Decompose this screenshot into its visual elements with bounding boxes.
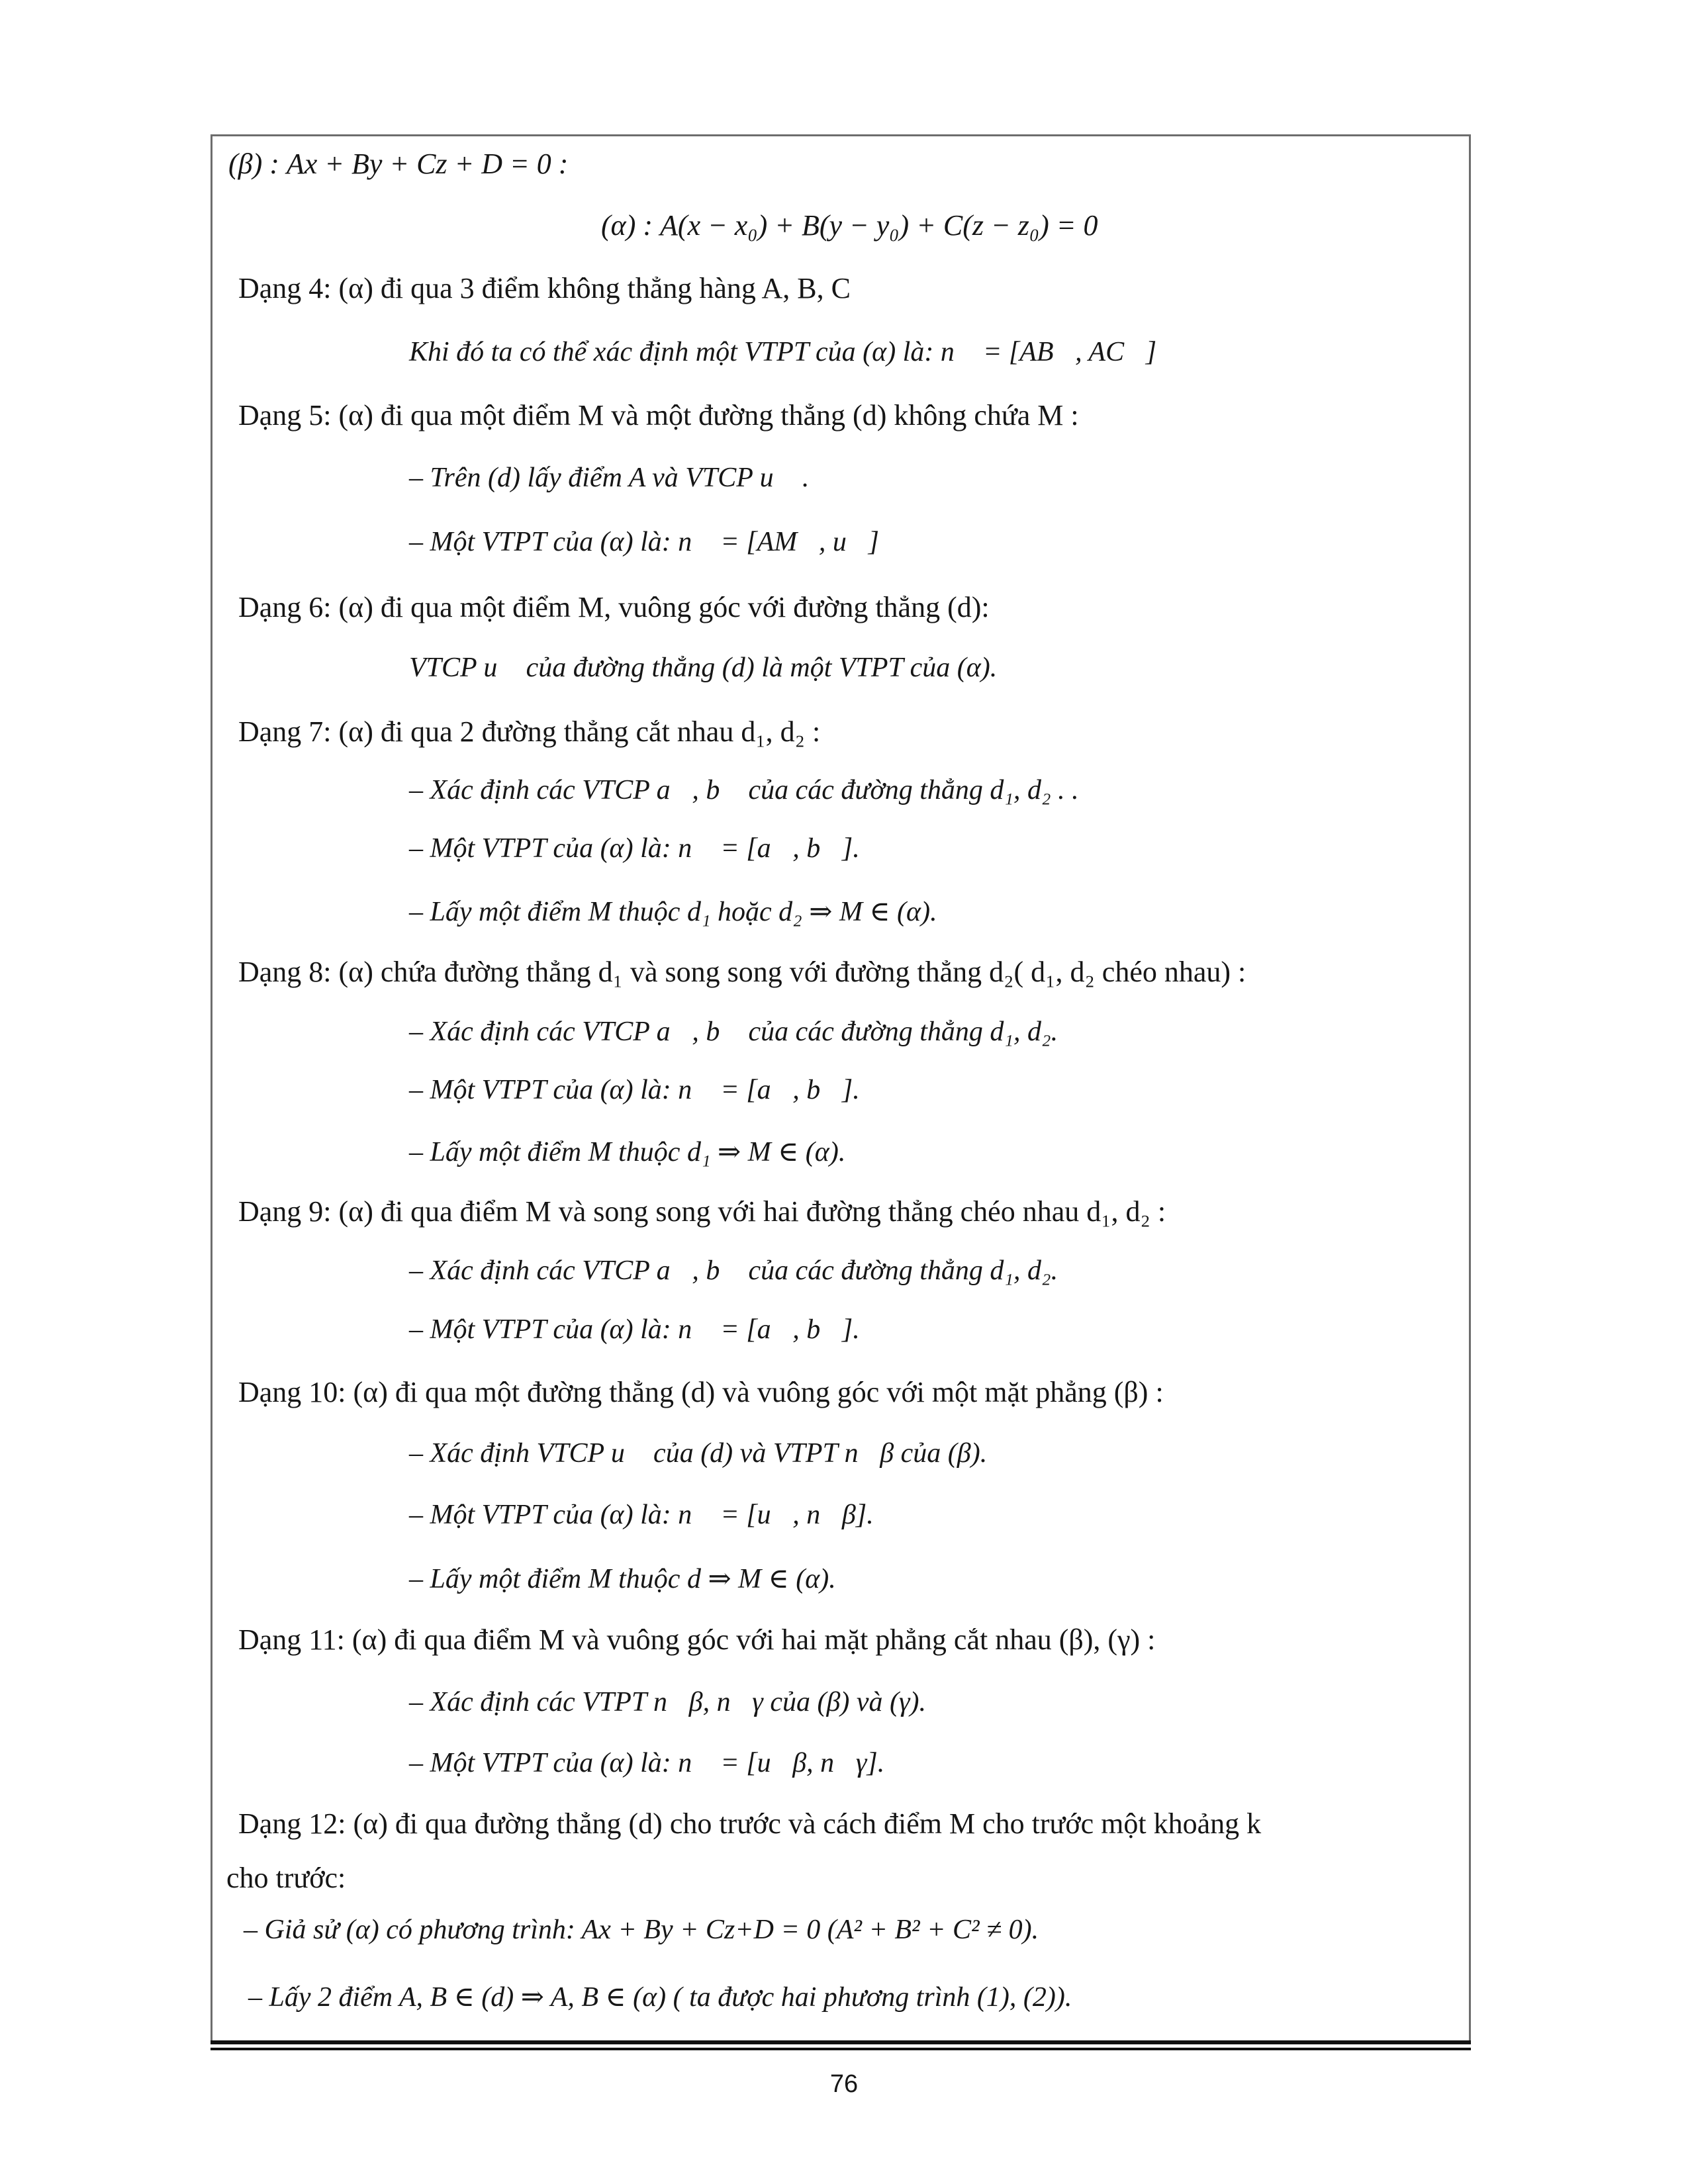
dang7-step1: – Xác định các VTCP a⃗, b⃗ của các đường thẳng d₁, d₂ . . [409, 775, 1079, 805]
bottom-rule-thin [211, 2048, 1471, 2050]
dang9-heading: Dạng 9: (α) đi qua điểm M và song song với hai đường thẳng chéo nhau d₁, d₂ : [238, 1195, 1166, 1228]
dang10-heading: Dạng 10: (α) đi qua một đường thẳng (d) và vuông góc với một mặt phẳng (β) : [238, 1376, 1164, 1408]
bottom-rule [211, 2040, 1471, 2044]
dang7-step2: – Một VTPT của (α) là: n⃗ = [a⃗, b⃗]. [409, 833, 860, 864]
dang12-step2: – Lấy 2 điểm A, B ∈ (d) ⇒ A, B ∈ (α) ( ta được hai phương trình (1), (2)). [248, 1982, 1072, 2013]
dang6-heading: Dạng 6: (α) đi qua một điểm M, vuông góc với đường thẳng (d): [238, 591, 990, 623]
dang5-step2: – Một VTPT của (α) là: n⃗ = [AM⃗, u⃗] [409, 527, 879, 557]
dang5-step1: – Trên (d) lấy điểm A và VTCP u⃗ . [409, 463, 810, 493]
dang9-step1: – Xác định các VTCP a⃗, b⃗ của các đường thẳng d₁, d₂. [409, 1255, 1058, 1286]
dang9-step2: – Một VTPT của (α) là: n⃗ = [a⃗, b⃗]. [409, 1314, 860, 1345]
dang11-step1: – Xác định các VTPT n⃗β, n⃗γ của (β) và (γ). [409, 1687, 927, 1717]
dang10-step1: – Xác định VTCP u⃗ của (d) và VTPT n⃗β của (β). [409, 1438, 988, 1469]
dang11-heading: Dạng 11: (α) đi qua điểm M và vuông góc với hai mặt phẳng cắt nhau (β), (γ) : [238, 1623, 1156, 1656]
dang7-heading: Dạng 7: (α) đi qua 2 đường thẳng cắt nhau d₁, d₂ : [238, 715, 821, 748]
dang6-step1: VTCP u⃗ của đường thẳng (d) là một VTPT của (α). [409, 653, 998, 683]
dang7-step3: – Lấy một điểm M thuộc d₁ hoặc d₂ ⇒ M ∈ (α). [409, 897, 937, 927]
dang4-heading: Dạng 4: (α) đi qua 3 điểm không thẳng hàng A, B, C [238, 272, 851, 304]
dang10-step3: – Lấy một điểm M thuộc d ⇒ M ∈ (α). [409, 1564, 836, 1594]
dang10-step2: – Một VTPT của (α) là: n⃗ = [u⃗, n⃗β]. [409, 1500, 874, 1530]
dang4-step1: Khi đó ta có thể xác định một VTPT của (α) là: n⃗ = [AB⃗, AC⃗] [409, 337, 1157, 367]
dang8-step1: – Xác định các VTCP a⃗, b⃗ của các đường thẳng d₁, d₂. [409, 1017, 1058, 1047]
dang12-heading: Dạng 12: (α) đi qua đường thẳng (d) cho trước và cách điểm M cho trước một khoảng k [238, 1807, 1262, 1840]
dang8-heading: Dạng 8: (α) chứa đường thẳng d₁ và song song với đường thẳng d₂( d₁, d₂ chéo nhau) : [238, 956, 1246, 988]
dang8-step2: – Một VTPT của (α) là: n⃗ = [a⃗, b⃗]. [409, 1075, 860, 1105]
dang12-continuation: cho trước: [226, 1862, 346, 1894]
dang11-step2: – Một VTPT của (α) là: n⃗ = [u⃗β, n⃗γ]. [409, 1748, 885, 1778]
page-number: 76 [829, 2070, 859, 2098]
dang12-step1: – Giả sử (α) có phương trình: Ax + By + Cz+D = 0 (A² + B² + C² ≠ 0). [244, 1915, 1039, 1945]
dang8-step3: – Lấy một điểm M thuộc d₁ ⇒ M ∈ (α). [409, 1137, 846, 1167]
dang5-heading: Dạng 5: (α) đi qua một điểm M và một đường thẳng (d) không chứa M : [238, 399, 1079, 432]
alpha-equation: (α) : A(x − x₀) + B(y − y₀) + C(z − z₀) = 0 [601, 209, 1098, 242]
beta-plane-line: (β) : Ax + By + Cz + D = 0 : [228, 148, 569, 180]
